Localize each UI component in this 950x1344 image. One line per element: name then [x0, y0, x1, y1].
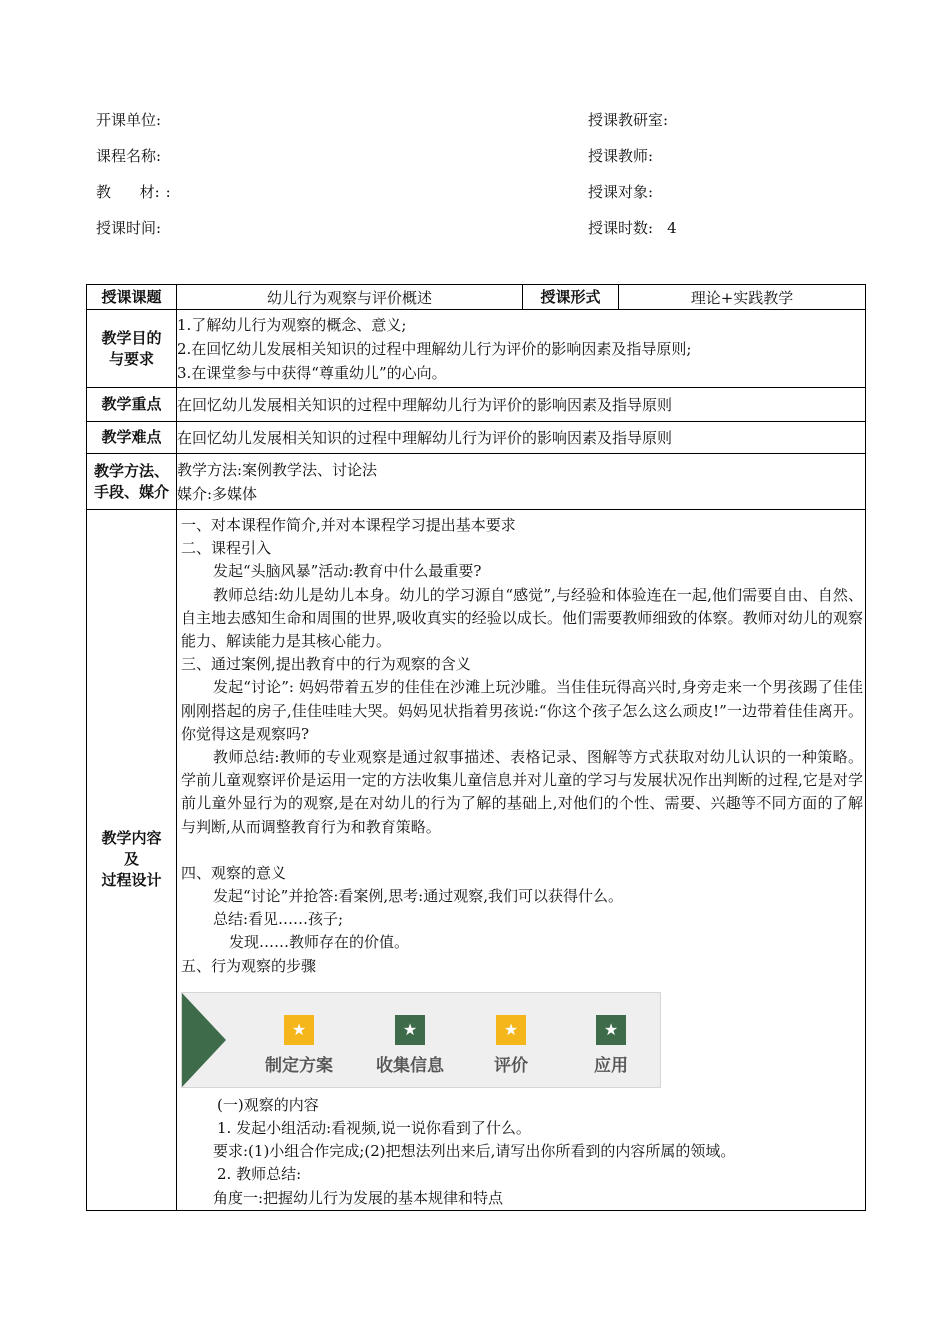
content-label-line2: 及 [123, 850, 139, 869]
material-value: : [165, 183, 171, 201]
subsection-requirement: 要求:(1)小组合作完成;(2)把想法列出来后,请写出你所看到的内容所属的领域。 [213, 1142, 736, 1161]
lesson-plan-table [86, 284, 866, 1211]
form-label: 授课形式 [523, 285, 619, 310]
content-value [177, 510, 866, 1211]
step-label: 应用 [594, 1055, 628, 1076]
key-row [87, 388, 866, 422]
step-label: 制定方案 [265, 1055, 333, 1076]
goal-item: 1.了解幼儿行为观察的概念、意义; [177, 315, 407, 334]
key-label: 教学重点 [87, 388, 177, 422]
section-2-para-1: 发起“头脑风暴”活动:教育中什么最重要? [213, 562, 482, 581]
time-label: 授课时间: [96, 219, 162, 237]
method-row [87, 454, 866, 510]
section-5: 五、行为观察的步骤 [181, 956, 317, 975]
section-1: 一、对本课程作简介,并对本课程学习提出基本要求 [181, 516, 516, 534]
content-label-line3: 过程设计 [101, 871, 162, 890]
play-arrow-icon [182, 993, 226, 1087]
method-label-line2: 手段、媒介 [93, 482, 169, 501]
subsection-angle-1: 角度一:把握幼儿行为发展的基本规律和特点 [213, 1188, 504, 1207]
goals-row [87, 310, 866, 388]
goal-item: 2.在回忆幼儿发展相关知识的过程中理解幼儿行为评价的影响因素及指导原则; [177, 339, 692, 358]
header-room [588, 110, 682, 130]
section-3: 三、通过案例,提出教育中的行为观察的含义 [181, 655, 471, 674]
header-time [96, 218, 175, 238]
material-label: 教 材: [96, 183, 160, 201]
course-label: 课程名称: [96, 147, 162, 165]
method-label [87, 454, 177, 510]
subsection-item-2: 2. 教师总结: [217, 1165, 302, 1184]
difficulty-row [87, 422, 866, 454]
section-2-para-2: 教师总结:幼儿是幼儿本身。幼儿的学习源自“感觉”,与经验和体验连在一起,他们需要自由、自然、自主地去感知生命和周围的世界,吸收真实的经验以成长。他们需要教师细致的体察。教师对幼儿的观察能力、解读能力是其核心能力。 [181, 585, 863, 651]
subsection-content: (一)观察的内容 [217, 1095, 319, 1114]
section-2: 二、课程引入 [181, 539, 272, 558]
content-label [87, 510, 177, 1211]
observation-steps-graphic [181, 992, 661, 1088]
step-apply [566, 1015, 656, 1078]
section-4: 四、观察的意义 [181, 863, 287, 882]
teacher-label: 授课教师: [588, 147, 654, 165]
header-material [96, 182, 171, 202]
content-row [87, 510, 866, 1211]
form-value: 理论+实践教学 [619, 285, 866, 310]
star-icon: ★ [496, 1015, 526, 1045]
content-label-line1: 教学内容 [101, 829, 162, 848]
target-label: 授课对象: [588, 183, 654, 201]
header-teacher [588, 146, 667, 166]
goals-label-line1: 教学目的 [101, 328, 162, 347]
star-icon: ★ [284, 1015, 314, 1045]
topic-label: 授课课题 [87, 285, 177, 310]
star-icon: ★ [395, 1015, 425, 1045]
blank-line [181, 839, 863, 862]
section-3-para-2: 教师总结:教师的专业观察是通过叙事描述、表格记录、图解等方式获取对幼儿认识的一种策略。学前儿童观察评价是运用一定的方法收集儿童信息并对儿童的学习与发展状况作出判断的过程,它是对学前儿童外显行为的观察,是在对幼儿的行为了解的基础上,对他们的个性、需要、兴趣等不同方面的了解与判断,从而调整教育行为和教育策略。 [181, 748, 863, 836]
section-4-para-1: 发起“讨论”并抢答:看案例,思考:通过观察,我们可以获得什么。 [213, 887, 623, 906]
hours-label: 授课时数: [588, 219, 654, 237]
goals-label-line2: 与要求 [108, 349, 154, 368]
hours-value: 4 [667, 219, 677, 237]
header-hours [588, 218, 677, 238]
step-label: 收集信息 [376, 1055, 444, 1076]
goals-label [87, 310, 177, 388]
goals-value [177, 310, 866, 388]
subsection-item-1: 1. 发起小组活动:看视频,说一说你看到了什么。 [217, 1119, 531, 1138]
header-unit [96, 110, 175, 130]
topic-row [87, 285, 866, 310]
method-text: 教学方法:案例教学法、讨论法 [177, 460, 378, 479]
step-evaluate [466, 1015, 556, 1078]
media-text: 媒介:多媒体 [177, 484, 258, 503]
difficulty-label: 教学难点 [87, 422, 177, 454]
key-value: 在回忆幼儿发展相关知识的过程中理解幼儿行为评价的影响因素及指导原则 [177, 388, 866, 422]
method-value [177, 454, 866, 510]
goal-item: 3.在课堂参与中获得“尊重幼儿”的心向。 [177, 363, 447, 382]
star-icon: ★ [596, 1015, 626, 1045]
topic-value: 幼儿行为观察与评价概述 [177, 285, 523, 310]
room-label: 授课教研室: [588, 111, 669, 129]
step-plan [254, 1015, 344, 1078]
unit-label: 开课单位: [96, 111, 162, 129]
section-4-para-3: 发现……教师存在的价值。 [229, 933, 410, 952]
difficulty-value: 在回忆幼儿发展相关知识的过程中理解幼儿行为评价的影响因素及指导原则 [177, 422, 866, 454]
header-course [96, 146, 175, 166]
section-4-para-2: 总结:看见……孩子; [213, 910, 344, 929]
step-label: 评价 [494, 1055, 528, 1076]
section-3-para-1: 发起“讨论”: 妈妈带着五岁的佳佳在沙滩上玩沙雕。当佳佳玩得高兴时,身旁走来一个男孩踢了佳佳刚刚搭起的房子,佳佳哇哇大哭。妈妈见状指着男孩说:“你这个孩子怎么这么顽皮!”一边带着佳佳离开。你觉得这是观察吗? [181, 678, 863, 743]
method-label-line1: 教学方法、 [93, 461, 169, 480]
step-collect [365, 1015, 455, 1078]
header-target [588, 182, 667, 202]
